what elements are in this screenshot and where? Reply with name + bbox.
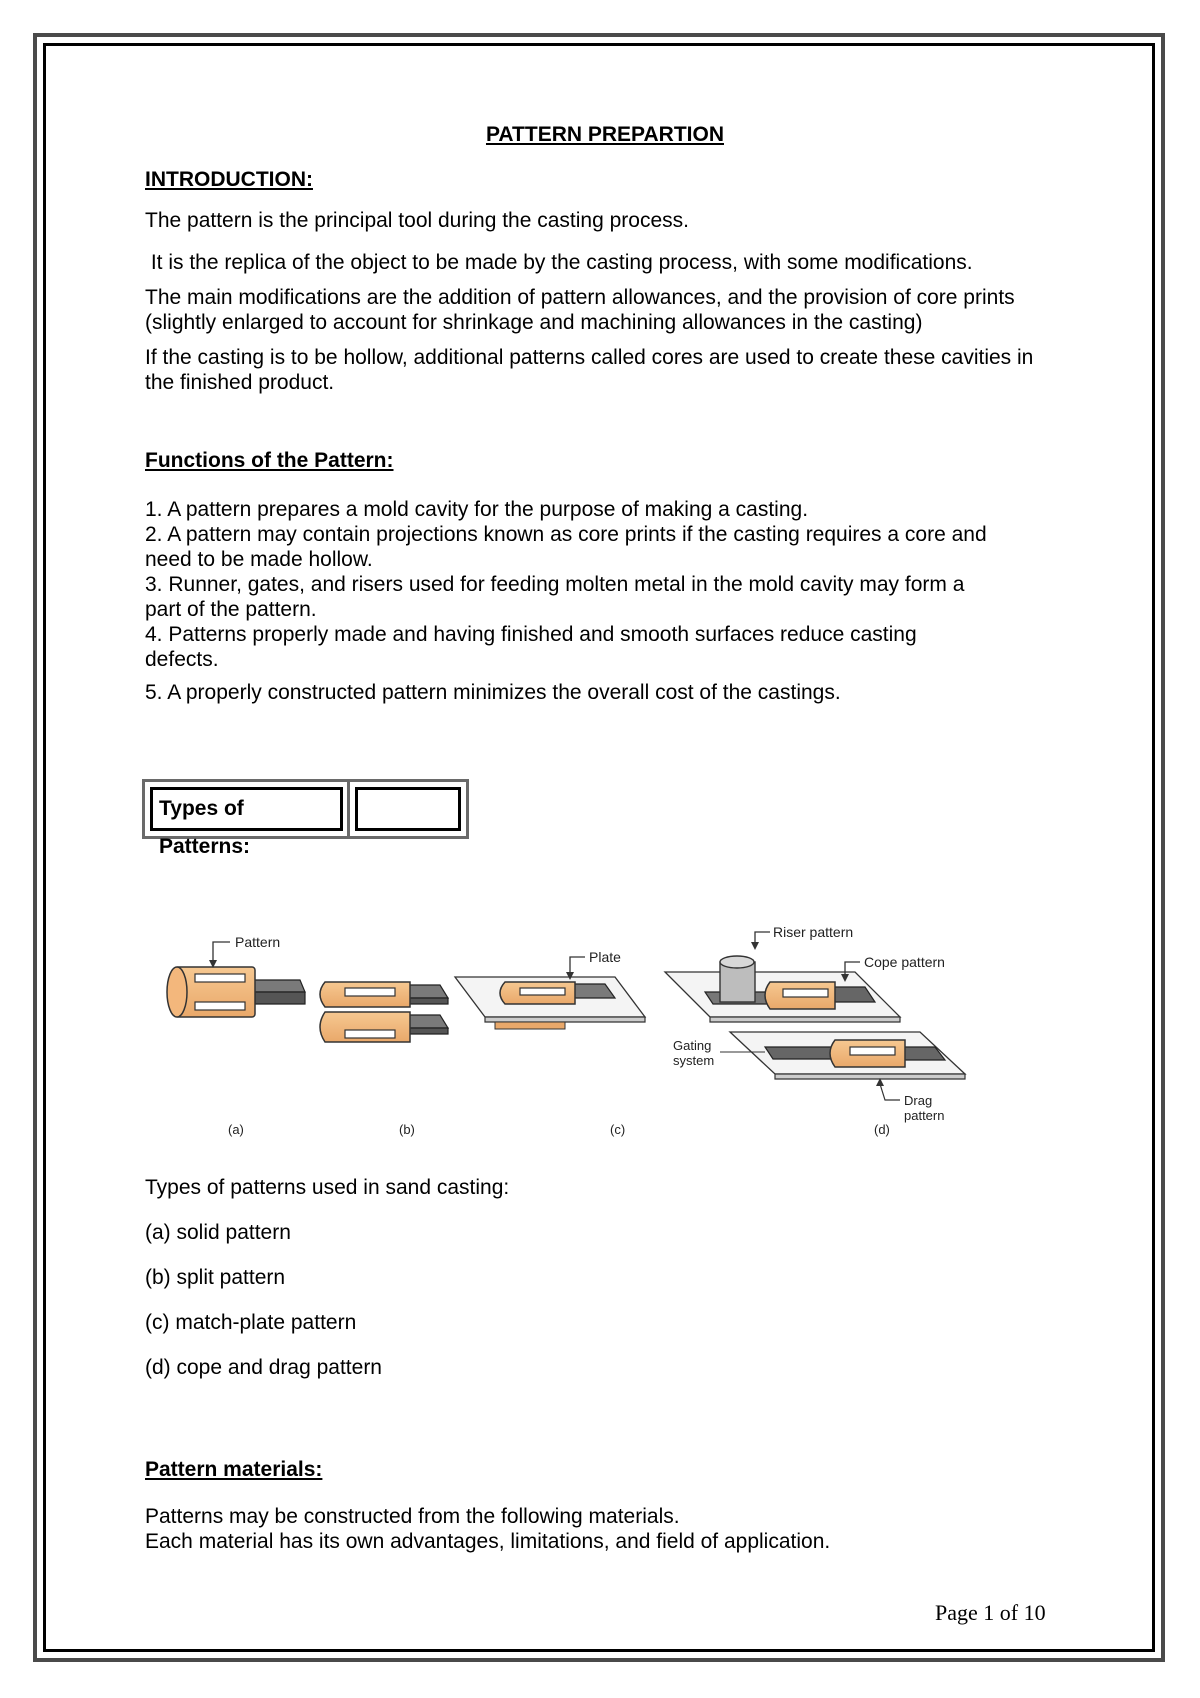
function-item-1: 1. A pattern prepares a mold cavity for the purpose of making a casting.: [145, 498, 809, 521]
page-number: Page 1 of 10: [935, 1600, 1046, 1625]
pattern-materials-section: [145, 1457, 1065, 1554]
function-item-3: 3. Runner, gates, and risers used for feeding molten metal in the mold cavity may form a part of the pattern.: [145, 573, 965, 621]
label-drag-pattern: pattern: [904, 1108, 945, 1123]
label-system: system: [673, 1053, 715, 1068]
intro-paragraph-1: The pattern is the principal tool during the casting process.: [145, 209, 689, 232]
caption-b: (b): [399, 1122, 415, 1137]
cope-drag-pattern-drawing: [665, 924, 965, 1123]
match-plate-pattern-drawing: [455, 949, 645, 1029]
label-riser-pattern: Riser pattern: [773, 924, 854, 940]
pattern-types-figure: [165, 912, 1065, 1142]
document-title: PATTERN PREPARTION: [485, 123, 724, 146]
main-content: [145, 122, 1065, 705]
solid-pattern-drawing: [167, 934, 305, 1017]
type-item-solid: (a) solid pattern: [145, 1221, 291, 1244]
types-box-empty-cell: [355, 787, 461, 831]
intro-paragraph-3: The main modifications are the addition of pattern allowances, and the provision of core prints (slightly enlarged to account for shrinkage and machining allowances in the casting): [145, 286, 1015, 334]
type-item-cope-drag: (d) cope and drag pattern: [145, 1356, 382, 1379]
materials-line-2: Each material has its own advantages, limitations, and field of application.: [145, 1530, 831, 1553]
caption-c: (c): [610, 1122, 626, 1137]
label-gating: Gating: [673, 1038, 712, 1053]
caption-d: (d): [874, 1122, 890, 1137]
function-item-4: 4. Patterns properly made and having finished and smooth surfaces reduce casting defects.: [145, 623, 917, 671]
types-box-label: Types of Patterns:: [150, 787, 343, 831]
type-item-match-plate: (c) match-plate pattern: [145, 1311, 357, 1334]
functions-list: [145, 497, 1005, 705]
materials-heading: Pattern materials:: [145, 1458, 323, 1481]
label-pattern: Pattern: [235, 934, 281, 950]
types-of-patterns-box: [142, 779, 469, 858]
functions-heading: Functions of the Pattern:: [145, 449, 394, 472]
pattern-types-list: [145, 1175, 509, 1400]
label-plate: Plate: [589, 949, 621, 965]
function-item-5: 5. A properly constructed pattern minimizes the overall cost of the castings.: [145, 681, 841, 704]
types-list-intro: Types of patterns used in sand casting:: [145, 1176, 510, 1199]
pattern-types-illustration: [165, 912, 1065, 1142]
intro-paragraph-2: It is the replica of the object to be made by the casting process, with some modifications.: [145, 251, 973, 274]
type-item-split: (b) split pattern: [145, 1266, 286, 1289]
materials-line-1: Patterns may be constructed from the following materials.: [145, 1505, 680, 1528]
intro-paragraph-4: If the casting is to be hollow, additional patterns called cores are used to create these cavities in the finished product.: [145, 346, 1034, 394]
label-cope-pattern: Cope pattern: [864, 954, 945, 970]
types-box-separator: [347, 782, 350, 836]
caption-a: (a): [228, 1122, 244, 1137]
label-drag: Drag: [904, 1093, 933, 1108]
split-pattern-drawing: [320, 982, 448, 1042]
introduction-heading: INTRODUCTION:: [145, 168, 313, 191]
function-item-2: 2. A pattern may contain projections known as core prints if the casting requires a core and need to be made hollow.: [145, 523, 987, 571]
